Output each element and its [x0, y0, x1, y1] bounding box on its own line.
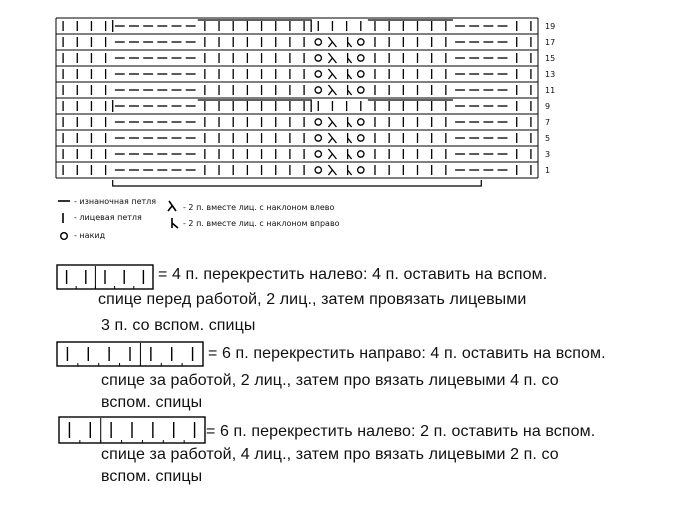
k2tog-right-stitch: [348, 117, 352, 127]
legend-yarn-over: - накид: [74, 231, 106, 240]
cable-1-line-2: спице перед работой, 2 лиц., затем провязать лицевыми: [98, 291, 527, 308]
k2tog-left-stitch: [328, 133, 336, 143]
row-number-label: 13: [545, 70, 556, 79]
yarn-over-stitch: [315, 119, 321, 125]
k2tog-left-stitch: [328, 85, 336, 95]
yarn-over-stitch: [358, 87, 364, 93]
k2tog-left-stitch: [328, 53, 336, 63]
knitting-chart: [0, 0, 675, 200]
yarn-over-stitch: [358, 119, 364, 125]
row-number-label: 15: [545, 54, 556, 63]
yarn-over-stitch: [358, 167, 364, 173]
cable-bracket: [198, 20, 311, 32]
k2tog-left-stitch: [328, 117, 336, 127]
yarn-over-stitch: [315, 151, 321, 157]
k2tog-right-stitch: [348, 133, 352, 143]
cable-6-right-swatch: [56, 341, 204, 367]
yarn-over-stitch: [315, 135, 321, 141]
cable-2-line-1: = 6 п. перекрестить направо: 4 п. оставить на вспом.: [208, 345, 606, 362]
k2tog-right-stitch: [348, 149, 352, 159]
purl-symbol: [58, 198, 72, 204]
legend-purl: - изнаночная петля: [74, 197, 157, 206]
k2tog-right-icon: [166, 216, 180, 230]
cable-bracket: [198, 100, 311, 112]
row-number-label: 7: [545, 118, 551, 127]
row-number-label: 19: [545, 22, 556, 31]
cable-2-line-2: спице за работой, 2 лиц., затем про вязать лицевыми 4 п. со: [101, 372, 559, 389]
row-number-label: 5: [545, 134, 551, 143]
cable-2-line-3: вспом. спицы: [101, 394, 203, 411]
row-number-label: 9: [545, 102, 551, 111]
cable-4-left-swatch: [56, 264, 154, 290]
k2tog-left-icon: [166, 199, 180, 213]
k2tog-right-stitch: [348, 37, 352, 47]
cable-1-line-3: 3 п. со вспом. спицы: [101, 317, 256, 334]
legend-knit: - лицевая петля: [74, 213, 142, 222]
yarn-over-stitch: [358, 71, 364, 77]
yarn-over-stitch: [315, 87, 321, 93]
k2tog-right-stitch: [348, 69, 352, 79]
yarn-over-symbol: [59, 231, 69, 241]
row-number-label: 3: [545, 150, 551, 159]
cable-6-left-swatch: [58, 416, 206, 444]
yarn-over-stitch: [358, 39, 364, 45]
cable-3-line-2: спице за работой, 4 лиц., затем про вязать лицевыми 2 п. со: [101, 446, 559, 463]
k2tog-left-stitch: [328, 165, 336, 175]
yarn-over-stitch: [315, 39, 321, 45]
knit-symbol: [60, 212, 66, 224]
k2tog-left-stitch: [328, 149, 336, 159]
row-number-label: 1: [545, 166, 551, 175]
yarn-over-stitch: [358, 135, 364, 141]
k2tog-left-stitch: [328, 69, 336, 79]
yarn-over-stitch: [358, 55, 364, 61]
k2tog-right-stitch: [348, 85, 352, 95]
yarn-over-stitch: [315, 71, 321, 77]
k2tog-left-stitch: [328, 37, 336, 47]
cable-1-line-1: = 4 п. перекрестить налево: 4 п. оставить на вспом.: [158, 266, 548, 283]
chart-grid: [56, 18, 538, 178]
yarn-over-stitch: [358, 151, 364, 157]
cable-3-line-3: вспом. спицы: [101, 468, 203, 485]
row-number-label: 11: [545, 86, 556, 95]
legend-k2tog-right: - 2 п. вместе лиц. с наклоном вправо: [183, 219, 340, 228]
cable-3-line-1: = 6 п. перекрестить налево: 2 п. оставить на вспом.: [206, 423, 596, 440]
repeat-bracket: [113, 180, 482, 186]
legend-k2tog-left: - 2 п. вместе лиц. с наклоном влево: [183, 203, 335, 212]
row-number-label: 17: [545, 38, 556, 47]
k2tog-right-stitch: [348, 53, 352, 63]
yarn-over-stitch: [315, 55, 321, 61]
k2tog-right-stitch: [348, 165, 352, 175]
yarn-over-stitch: [315, 167, 321, 173]
